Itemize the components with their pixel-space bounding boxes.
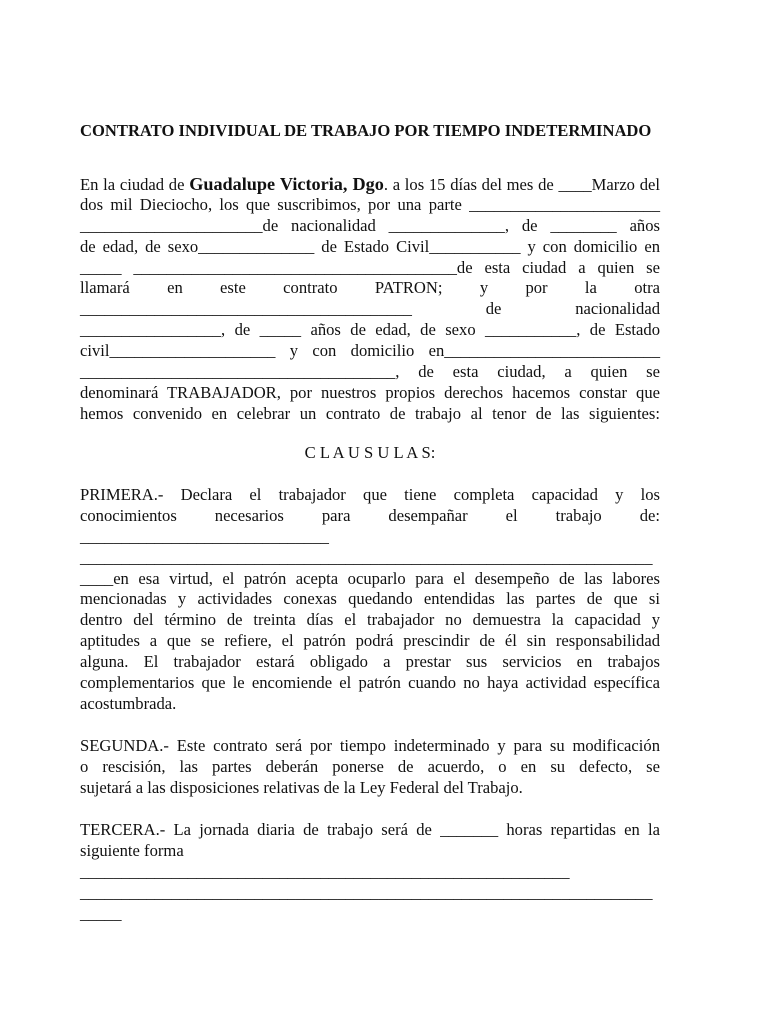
intro-text: En la ciudad de xyxy=(80,175,190,194)
clausula-segunda xyxy=(80,736,660,799)
primera-line: _____________________________________________________________________ xyxy=(80,547,653,567)
intro-line: ________________________________________ de nacionalidad xyxy=(80,299,660,319)
intro-line: civil____________________ y con domicilio en__________________________ xyxy=(80,341,660,361)
tercera-line: _____ xyxy=(80,903,122,923)
intro-line: llamará en este contrato PATRON; y por la otra xyxy=(80,278,660,298)
tercera-line: ___________________________________________________________ xyxy=(80,861,570,881)
primera-line: complementarios que le encomiende el patrón cuando no haya actividad específica xyxy=(80,673,660,693)
primera-line: dentro del término de treinta días el trabajador no demuestra la capacidad y xyxy=(80,610,660,630)
intro-line: de edad, de sexo______________ de Estado Civil___________ y con domicilio en xyxy=(80,236,660,256)
intro-line: ______________________________________, de esta ciudad, a quien se xyxy=(80,362,660,382)
tercera-line: siguiente forma xyxy=(80,840,184,860)
intro-line: _________________, de _____ años de edad, de sexo ___________, de Estado xyxy=(80,320,660,340)
segunda-line: o rescisión, las partes deberán ponerse de acuerdo, o en su defecto, se xyxy=(80,756,660,776)
segunda-line: SEGUNDA.- Este contrato será por tiempo indeterminado y para su modificación xyxy=(80,736,660,755)
clausulas-heading: C L A U S U L A S: xyxy=(304,443,436,462)
intro-line: ______________________de nacionalidad ______________, de ________ años xyxy=(80,215,660,235)
primera-line: acostumbrada. xyxy=(80,693,177,713)
intro-text: . a los 15 días del mes de ____Marzo del xyxy=(383,175,660,194)
primera-line: aptitudes a que se refiere, el patrón podrá prescindir de él sin responsabilidad xyxy=(80,631,660,651)
clausula-primera xyxy=(80,485,660,715)
intro-paragraph xyxy=(80,174,660,425)
intro-line xyxy=(80,174,660,195)
intro-line: hemos convenido en celebrar un contrato de trabajo al tenor de las siguientes: xyxy=(80,403,660,423)
intro-line: _____ _______________________________________de esta ciudad a quien se xyxy=(80,257,660,277)
city-name: Guadalupe Victoria, Dgo xyxy=(189,174,384,194)
segunda-line: sujetará a las disposiciones relativas de la Ley Federal del Trabajo. xyxy=(80,777,523,797)
intro-line: dos mil Dieciocho, los que suscribimos, por una parte _______________________ xyxy=(80,194,660,214)
tercera-line: TERCERA.- La jornada diaria de trabajo será de _______ horas repartidas en la xyxy=(80,820,660,839)
document-title: CONTRATO INDIVIDUAL DE TRABAJO POR TIEMPO INDETERMINADO xyxy=(80,121,652,140)
primera-line: PRIMERA.- Declara el trabajador que tiene completa capacidad y los xyxy=(80,485,660,504)
tercera-line: _____________________________________________________________________ xyxy=(80,882,653,902)
primera-line: ______________________________ xyxy=(80,526,329,546)
primera-line: conocimientos necesarios para desempañar el trabajo de: xyxy=(80,505,660,525)
primera-line: alguna. El trabajador estará obligado a prestar sus servicios en trabajos xyxy=(80,652,660,672)
primera-line: mencionadas y actividades conexas quedando entendidas las partes de que si xyxy=(80,589,660,609)
clausula-tercera xyxy=(80,820,660,924)
primera-line: ____en esa virtud, el patrón acepta ocuparlo para el desempeño de las labores xyxy=(80,568,660,588)
intro-line: denominará TRABAJADOR, por nuestros propios derechos hacemos constar que xyxy=(80,382,660,402)
